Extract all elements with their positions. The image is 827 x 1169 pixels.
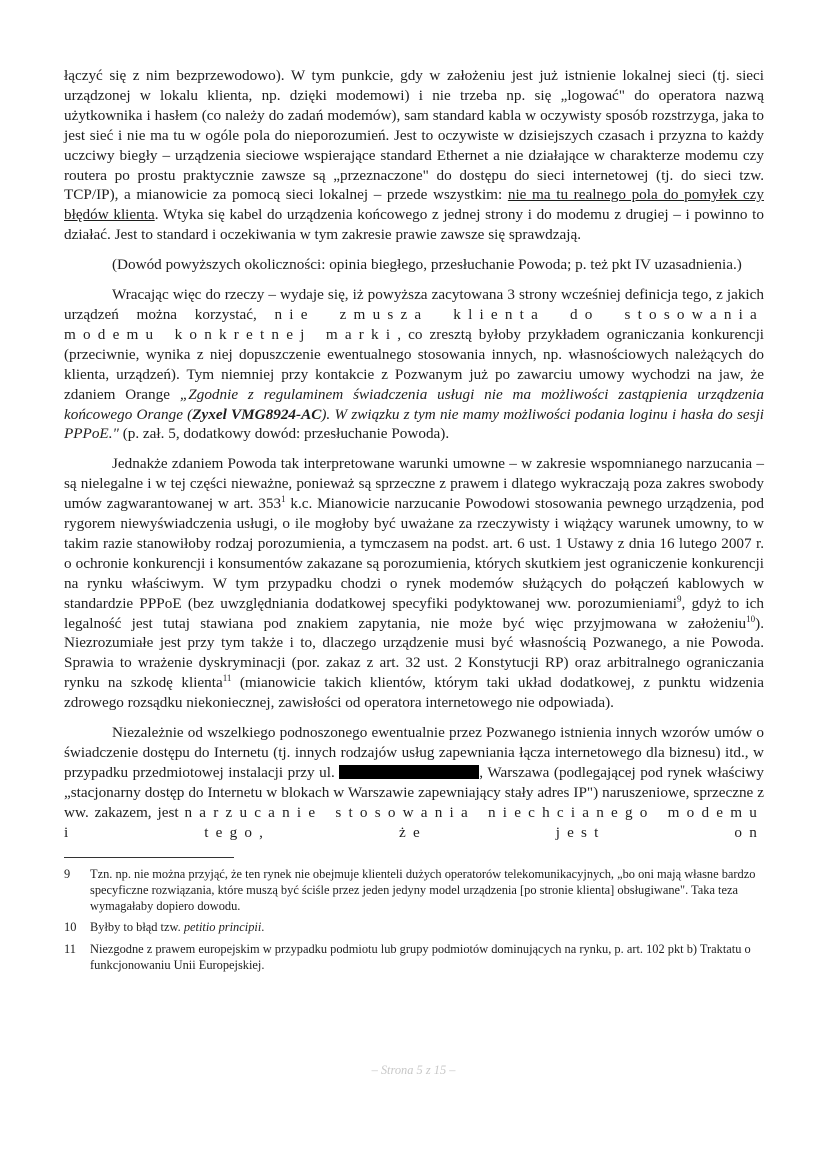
latin-term: petitio principii [183,920,262,935]
paragraph-evidence: (Dowód powyższych okoliczności: opinia biegłego, przesłuchanie Powoda; p. też pkt IV uzasadnienia.) [112,256,742,274]
footnote-separator [64,857,234,858]
footnote-ref-11[interactable]: 11 [222,673,232,684]
text: . Wtyka się kabel do urządzenia końcowego z jednej strony i do modemu z drugiej – i powinno to działać. Jest to standard i oczekiwania w tym zakresie prawie zawsze się sprawdzają. [64,206,764,244]
footnote-number: 11 [64,941,76,956]
text: Wracając więc do rzeczy – wydaje się, iż powyższa zacytowana 3 strony wcześniej definicja tego, z jakich urządzeń można korzystać, [64,286,764,323]
footnote-text: Tzn. np. nie można przyjąć, że ten rynek nie obejmuje klienteli dużych operatorów telekomunikacyjnych, „bo oni mają własne bardzo specyficzne rozwiązania, które muszą być ściśle przez jeden jedyny model urządzenia [po stronie klienta] obsługiwane". Taka teza wymagałaby dopiero dowodu. [90,866,756,914]
text: k.c. Mianowicie narzucanie Powodowi stosowania pewnego urządzenia, pod rygorem niewyświadczenia usługi, o ile mogłoby być uważane za rzeczywisty i wiążący warunek umowny, to w takim razie stanowiłoby rodzaj porozumienia, a tymczasem na podst. art. 6 ust. 1 Ustawy z dnia 16 lutego 2007 r. o ochronie konkurencji i konsumentów zakazane są porozumienia, których skutkiem jest ograniczenie konkurencji na rynku właściwym. W tym przypadku chodzi o rynek modemów służących do połączeń kablowych w standardzie PPPoE (bez uwzględniania dodatkowej specyfiki podyktowanej ww. porozumieniami [64,495,764,612]
paragraph-4 [64,454,764,713]
footnote-10 [64,919,764,935]
text: łączyć się z nim bezprzewodowo). W tym punkcie, gdy w założeniu jest już istnienie lokalnej sieci (tj. sieci urządzonej w lokalu klienta, np. dzięki modemowi) i nie trzeba np. się „logować" do operatora nazwą użytkownika i hasłem (co należy do zadań modemów), sam standard kabla w oczywisty sposób rozstrzyga, jaka to jest sieć i nie ma tu w ogóle pola do nieporozumień. Jest to oczywiste w dzisiejszych czasach i przyzna to każdy uczciwy biegły – urządzenia sieciowe wspierające standard Ethernet a nie działające w charakterze modemu czy routera po prostu praktycznie zawsze są „przeznaczone" do dostępu do sieci internetowej (tj. do sieci tzw. TCP/IP), a mianowicie za pomocą sieci lokalnej – przede wszystkim: [64,67,764,204]
document-page [64,66,764,978]
footnote-ref-10[interactable]: 10 [746,613,756,624]
footnote-number: 9 [64,866,71,881]
footnote-number: 10 [64,920,77,935]
text: , Warszawa (podlegającej pod rynek właściwy „stacjonarny dostęp do Internetu w blokach w Warszawie zapewniający stały adres IP") naruszeniowe, sprzeczne z ww. zakazem, jest [64,763,764,821]
superscript: 1 [281,494,286,505]
footnote-text: Niezgodne z prawem europejskim w przypadku podmiotu lub grupy podmiotów dominujących na rynku, p. art. 102 pkt b) Traktatu o funkcjonowaniu Unii Europejskiej. [90,941,751,973]
footnote-ref-9[interactable]: 9 [677,593,682,604]
underlined-text: nie ma tu realnego pola do pomyłek czy błędów klienta [64,186,765,224]
text: , gdyż to ich legalność jest tutaj stawiana pod znakiem zapytania, nie może być więc przyjmowana w założeniu [64,594,764,632]
device-model: Zyxel VMG8924-AC [192,405,322,423]
paragraph-1 [64,66,764,245]
page-number: – Strona 5 z 15 – [371,1063,456,1077]
paragraph-3 [64,285,764,444]
text: , co zresztą byłoby przykładem ograniczania konkurencji (przeciwnie, wynika z niej dopuszczenie ewentualnego stosowania innych, np. własnościowych należących do klienta, urządzeń). Tym niemniej przy kontakcie z Pozwanym już po zawarciu umowy wychodzi na jaw, że zdaniem Orange [64,325,765,403]
quote-text: ). W związku z tym nie mamy możliwości podania loginu i hasła do sesji PPPoE." [64,405,765,443]
text: Niezależnie od wszelkiego podnoszonego ewentualnie przez Pozwanego istnienia innych wzorów umów o świadczenie dostępu do Internetu (tj. innych rodzajów usług zapewniania łącza internetowego dla biznesu) itd., w przypadku przedmiotowej instalacji przy ul. [64,724,764,781]
spaced-emphasis: narzucanie stosowania niechcianego modemu i tego, że jest on [64,803,764,841]
footnote-9 [64,866,764,915]
text: Byłby to błąd tzw. [90,920,184,935]
redacted-address [339,765,479,779]
text: (p. zał. 5, dodatkowy dowód: przesłuchanie Powoda). [118,425,450,443]
paragraph-5 [64,723,764,842]
quote-text: „Zgodnie z regulaminem świadczenia usługi nie ma możliwości zastąpienia urządzenia końcowego Orange ( [64,385,764,423]
text: Jednakże zdaniem Powoda tak interpretowane warunki umowne – w zakresie wspomnianego narzucania – są nielegalne i w tej części nieważne, ponieważ są sprzeczne z prawem i dlatego wykraczają poza zakres swobody umów zagwarantowanej w art. 353 [64,455,764,513]
footnote-text [90,919,764,935]
footnote-11 [64,941,764,974]
text: ). Niezrozumiałe jest przy tym także i to, dlaczego urządzenie musi być własnością Pozwanego, a nie Powoda. Sprawia to wrażenie dyskryminacji (por. zakaz z art. 32 ust. 2 Konstytucji RP) oraz arbitralnego ograniczania rynku na szkodę klienta [64,614,764,692]
text: (mianowicie takich klientów, którym taki układ dodatkowej, z punktu widzenia zdrowego rozsądku niekoniecznej, zawisłości od operatora internetowego nie odpowiada). [64,674,764,712]
text: . [261,920,265,935]
spaced-emphasis: nie zmusza klienta do stosowania modemu konkretnej marki [64,305,764,343]
